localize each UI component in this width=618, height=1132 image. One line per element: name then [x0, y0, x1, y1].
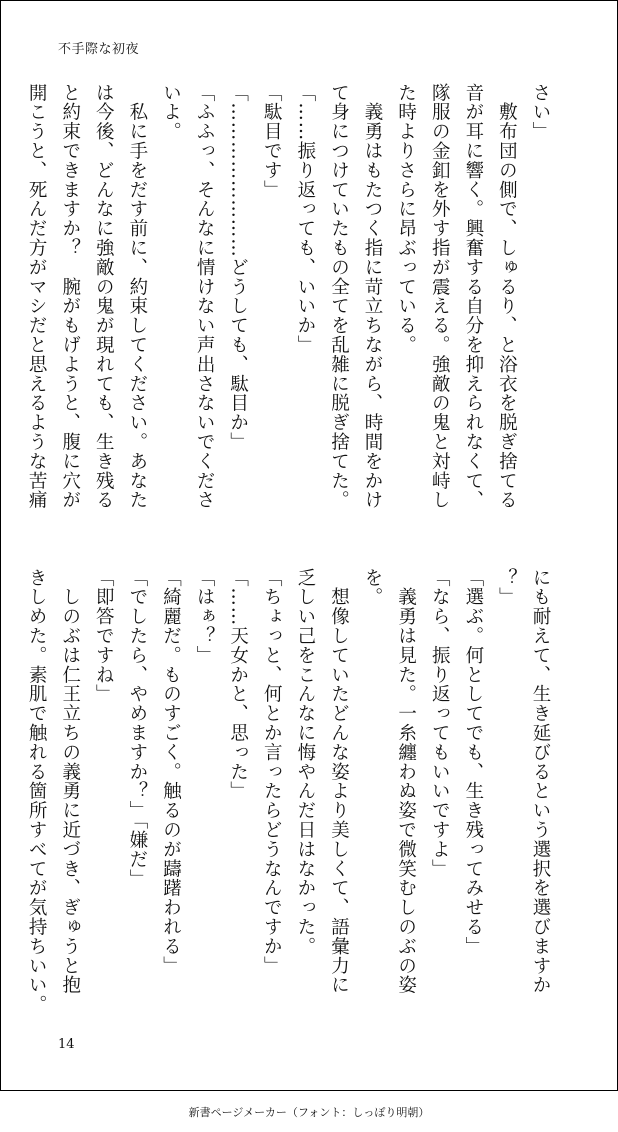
- text-line: 隊服の金釦を外す指が震える。強敵の鬼と対峙し: [429, 83, 451, 510]
- text-line: 義勇は見た。一糸纏わぬ姿で微笑むしのぶの姿: [395, 568, 417, 995]
- text-line: 私に手をだす前に、約束してください。あなた: [126, 83, 148, 510]
- text-line: 「はぁ？」: [194, 568, 216, 665]
- text-line: 義勇はもたつく指に苛立ちながら、時間をかけ: [362, 83, 384, 510]
- text-line: 想像していたどんな姿より美しくて、語彙力に: [328, 568, 350, 995]
- text-line: は今後、どんなに強敵の鬼が現れても、生き残る: [93, 83, 115, 510]
- text-line: ？」: [496, 568, 518, 607]
- vertical-text-upper-block: [26, 83, 557, 523]
- text-line: いよ。: [160, 83, 182, 142]
- text-line: 「綺麗だ。ものすごく。触るのが躊躇われる」: [160, 568, 182, 976]
- text-line: 「即答ですね」: [93, 568, 115, 704]
- text-line: 「……天女かと、思った」: [227, 568, 249, 801]
- text-line: と約束できますか？ 腕がもげようと、腹に穴が: [59, 83, 81, 510]
- footer-credit: 新書ページメーカー（フォント：しっぽり明朝）: [188, 1106, 430, 1119]
- text-line: 「駄目です」: [261, 83, 283, 200]
- vertical-text-lower-block: [26, 568, 557, 1015]
- text-line: 「でしたら、やめますか？」「嫌だ」: [126, 568, 148, 889]
- text-line: 「……………………どうしても、駄目か」: [227, 83, 249, 452]
- text-line: 乏しい己をこんなに悔やんだ日はなかった。: [294, 568, 316, 956]
- text-line: 「なら、振り返ってもいいですよ」: [429, 568, 451, 879]
- text-line: 開こうと、死んだ方がマシだと思えるような苦痛: [26, 83, 48, 510]
- text-line: 「ちょっと、何とか言ったらどうなんですか」: [261, 568, 283, 976]
- text-line: た時よりさらに昂ぶっている。: [395, 83, 417, 355]
- text-line: 敷布団の側で、しゅるり、と浴衣を脱ぎ捨てる: [496, 83, 518, 510]
- text-line: さい」: [530, 83, 551, 142]
- text-line: 「ふふっ、そんなに情けない声出さないでくださ: [194, 83, 216, 510]
- text-line: にも耐えて、生き延びるという選択を選びますか: [530, 568, 551, 995]
- text-line: きしめた。素肌で触れる箇所すべてが気持ちいい。: [26, 568, 48, 1015]
- text-line: 「……振り返っても、いいか」: [294, 83, 316, 355]
- running-header-title: 不手際な初夜: [58, 42, 140, 57]
- text-line: を。: [362, 568, 384, 607]
- text-line: 「選ぶ。何としてでも、生き残ってみせる」: [462, 568, 484, 956]
- text-line: て身につけていたもの全てを乱雑に脱ぎ捨てた。: [328, 83, 350, 510]
- text-line: 音が耳に響く。興奮する自分を抑えられなくて、: [462, 83, 484, 510]
- text-line: しのぶは仁王立ちの義勇に近づき、ぎゅうと抱: [59, 568, 81, 995]
- page-number: 14: [58, 1037, 75, 1052]
